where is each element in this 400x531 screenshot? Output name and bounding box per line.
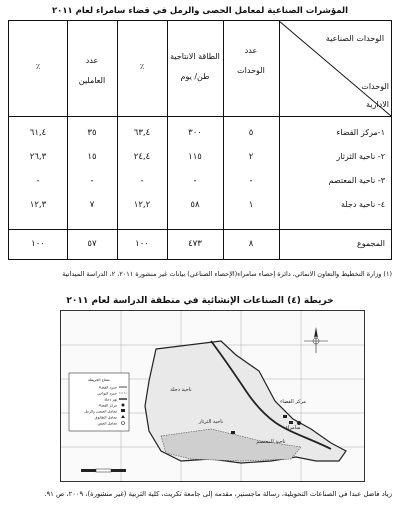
factory-marker: [289, 421, 293, 424]
header-workers-2: العاملين: [78, 76, 106, 85]
cell-workers: ٧: [89, 200, 95, 210]
header-pct2: ٪: [35, 62, 41, 71]
cell-pct1: ١٢,٢: [133, 200, 151, 210]
cell-units: ٢: [248, 152, 254, 162]
header-units-2: الوحدات: [237, 66, 265, 75]
cell-workers: -: [90, 176, 94, 186]
row-label: ٢- ناحية الثرثار: [336, 152, 385, 161]
study-area-map: [60, 310, 365, 482]
map-caption: خريطة (٤) الصناعات الإنشائية في منطقة الدراسة لعام ٢٠١١: [66, 296, 334, 306]
cell-pct1: -: [140, 176, 144, 186]
total-pct1: ١٠٠: [135, 239, 149, 249]
legend-item: معامل الجص: [97, 421, 117, 426]
total-label: المجموع: [357, 239, 385, 248]
cell-pct2: -: [36, 176, 40, 186]
center-marker: [297, 421, 301, 425]
row-label: ٤- ناحية دجلة: [340, 200, 385, 209]
cell-pct2: ٢٦,٣: [29, 152, 47, 162]
header-corner-bottom-1: الوحدات: [361, 82, 389, 91]
cell-pct2: ١٢,٣: [29, 200, 47, 210]
north-arrow-icon: [304, 327, 328, 353]
total-pct2: ١٠٠: [31, 239, 45, 249]
cell-units: ١: [248, 200, 254, 210]
header-corner-bottom-2: الادارية: [366, 100, 389, 109]
total-units: ٨: [248, 239, 254, 249]
header-capacity-2: طن/ يوم: [180, 72, 210, 81]
map-drawing: [61, 311, 364, 481]
legend-title: مفتاح الخريطة: [88, 378, 110, 382]
cell-capacity: -: [193, 176, 197, 186]
label-mutasim: ناحية المعتصم: [256, 439, 286, 445]
cell-pct1: ٢٤,٤: [133, 152, 151, 162]
label-tharthar: ناحية الثرثار: [198, 419, 224, 425]
header-pct1: ٪: [139, 62, 145, 71]
industrial-table: [8, 20, 392, 260]
scale-bar: [81, 469, 126, 472]
factory-marker: [231, 431, 235, 434]
table-source: (١) وزارة التخطيط والتعاون الانمائي، دائرة إحصاء سامراء(الإحصاء الصناعي) بيانات غير منشورة ٢٠١١، ٢، الدراسة الميدانية: [62, 270, 392, 278]
cell-capacity: ١١٥: [188, 152, 202, 162]
table-title: المؤشرات الصناعية لمعامل الحصى والرمل في قضاء سامراء لعام ٢٠١١: [51, 6, 349, 16]
cell-workers: ١٥: [87, 152, 97, 162]
legend-item: نهر دجلة: [104, 397, 117, 402]
cell-workers: ٣٥: [87, 128, 97, 138]
map-source: زياد فاضل عبدا في الصناعات التحويلية، رسالة ماجستير، مقدمه إلى جامعة تكريت، كلية التربية (غير منشورة)، ٢٠٠٩، ص ٩١.: [44, 490, 392, 498]
legend-item: معامل الطابوق: [94, 415, 117, 420]
row-label: ١-مركز القضاء: [336, 128, 385, 137]
legend-item: حدود القضاء: [98, 385, 117, 390]
label-samarra: سامراء: [285, 425, 301, 431]
header-workers-1: عدد: [85, 56, 99, 65]
total-workers: ٥٧: [87, 239, 97, 249]
legend-item: مركز القضاء: [98, 403, 117, 408]
header-capacity-1: الطاقة الانتاجية: [170, 52, 220, 61]
factory-marker: [283, 415, 287, 418]
cell-units: ٥: [248, 128, 254, 138]
header-units-1: عدد: [244, 46, 258, 55]
cell-capacity: ٥٨: [190, 200, 200, 210]
legend-item: معامل الحصى والرمل: [84, 409, 117, 414]
total-capacity: ٤٧٣: [188, 239, 202, 249]
cell-units: -: [249, 176, 253, 186]
label-dujail: ناحية دجلة: [170, 387, 192, 393]
header-corner-top: الوحدات الصناعية: [325, 34, 385, 43]
label-center: مركز القضاء: [280, 399, 306, 405]
cell-capacity: ٣٠٠: [188, 128, 202, 138]
cell-pct2: ٦١,٤: [29, 128, 47, 138]
legend-item: حدود النواحي: [97, 391, 117, 396]
row-label: ٣- ناحية المعتصم: [328, 176, 385, 185]
cell-pct1: ٦٣,٤: [133, 128, 151, 138]
